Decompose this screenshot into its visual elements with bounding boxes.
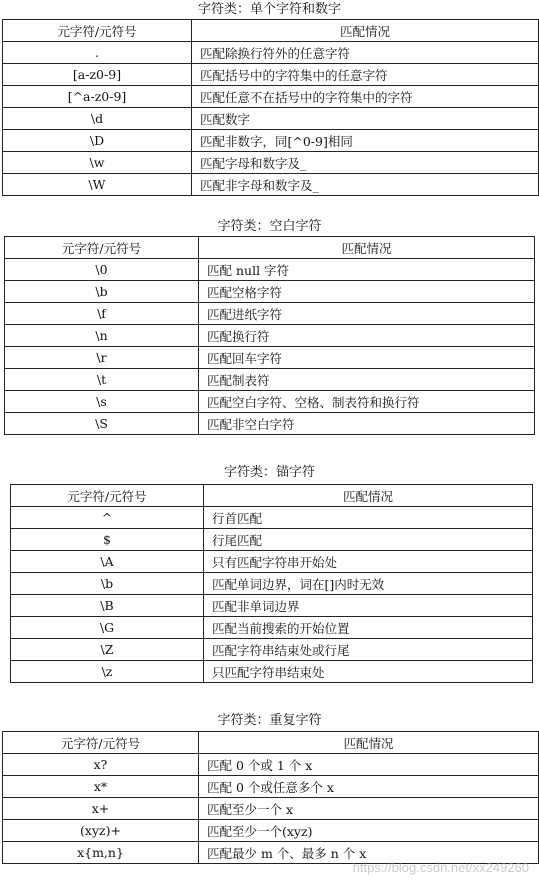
metachar-cell: \D	[3, 130, 192, 152]
table-row	[3, 42, 539, 64]
table-caption-single-chars: 字符类：单个字符和数字	[197, 2, 341, 17]
match-description-cell: 只匹配字符串结束处	[204, 661, 533, 683]
match-description-cell: 匹配非空白字符	[199, 413, 535, 435]
table-caption-repeat: 字符类：重复字符	[217, 713, 322, 728]
metachar-cell: x?	[3, 754, 199, 776]
table-header-row	[3, 732, 539, 754]
metachar-cell: \S	[5, 413, 199, 435]
match-description-cell: 匹配空格字符	[199, 281, 535, 303]
table-row	[11, 507, 533, 529]
table-row	[11, 573, 533, 595]
metachar-cell: x{m,n}	[3, 842, 199, 864]
metachar-cell: [a-z0-9]	[3, 64, 192, 86]
match-description-cell: 匹配字母和数字及_	[192, 152, 539, 174]
header-metachar: 元字符/元符号	[11, 485, 204, 507]
table-row	[5, 259, 535, 281]
header-match: 匹配情况	[204, 485, 533, 507]
metachar-cell: \0	[5, 259, 199, 281]
metachar-cell: [^a-z0-9]	[3, 86, 192, 108]
table-row	[11, 639, 533, 661]
table-row	[5, 369, 535, 391]
match-description-cell: 匹配非字母和数字及_	[192, 174, 539, 196]
table-row	[3, 820, 539, 842]
table-row	[3, 130, 539, 152]
table-row	[11, 661, 533, 683]
match-description-cell: 匹配除换行符外的任意字符	[192, 42, 539, 64]
match-description-cell: 只有匹配字符串开始处	[204, 551, 533, 573]
metachar-cell: \w	[3, 152, 192, 174]
match-description-cell: 匹配 0 个或 1 个 x	[199, 754, 539, 776]
metachar-cell: \z	[11, 661, 204, 683]
match-description-cell: 匹配非单词边界	[204, 595, 533, 617]
match-description-cell: 匹配至少一个 x	[199, 798, 539, 820]
table-caption-anchors: 字符类：锚字符	[223, 465, 315, 480]
table-row	[3, 64, 539, 86]
metachar-cell: \b	[5, 281, 199, 303]
table-row	[3, 174, 539, 196]
metachar-cell: \B	[11, 595, 204, 617]
metachar-cell: (xyz)+	[3, 820, 199, 842]
header-match: 匹配情况	[199, 237, 535, 259]
match-description-cell: 匹配任意不在括号中的字符集中的字符	[192, 86, 539, 108]
metachar-cell: \d	[3, 108, 192, 130]
match-description-cell: 匹配数字	[192, 108, 539, 130]
table-row	[5, 281, 535, 303]
metachar-cell: \G	[11, 617, 204, 639]
table-row	[11, 551, 533, 573]
table-row	[5, 391, 535, 413]
metachar-cell: x*	[3, 776, 199, 798]
header-metachar: 元字符/元符号	[5, 237, 199, 259]
metachar-cell: .	[3, 42, 192, 64]
match-description-cell: 匹配制表符	[199, 369, 535, 391]
metachar-cell: $	[11, 529, 204, 551]
table-row	[5, 303, 535, 325]
match-description-cell: 匹配括号中的字符集中的任意字符	[192, 64, 539, 86]
table-row	[11, 529, 533, 551]
metachar-cell: ^	[11, 507, 204, 529]
metachar-cell: \b	[11, 573, 204, 595]
match-description-cell: 匹配进纸字符	[199, 303, 535, 325]
match-description-cell: 匹配单词边界，词在[]内时无效	[204, 573, 533, 595]
match-description-cell: 匹配回车字符	[199, 347, 535, 369]
match-description-cell: 行尾匹配	[204, 529, 533, 551]
metachar-cell: \Z	[11, 639, 204, 661]
table-header-row	[5, 237, 535, 259]
metachar-cell: \n	[5, 325, 199, 347]
watermark: https://blog.csdn.net/xx249260	[352, 860, 529, 875]
header-match: 匹配情况	[199, 732, 539, 754]
table-whitespace	[4, 236, 535, 435]
table-row	[3, 152, 539, 174]
table-anchors	[10, 484, 533, 683]
table-row	[5, 413, 535, 435]
match-description-cell: 匹配换行符	[199, 325, 535, 347]
table-row	[3, 798, 539, 820]
table-row	[11, 617, 533, 639]
table-row	[3, 86, 539, 108]
header-match: 匹配情况	[192, 20, 539, 42]
metachar-cell: \W	[3, 174, 192, 196]
metachar-cell: \s	[5, 391, 199, 413]
table-row	[5, 347, 535, 369]
match-description-cell: 行首匹配	[204, 507, 533, 529]
table-row	[3, 776, 539, 798]
table-header-row	[11, 485, 533, 507]
match-description-cell: 匹配 0 个或任意多个 x	[199, 776, 539, 798]
table-repeat	[2, 731, 539, 864]
match-description-cell: 匹配字符串结束处或行尾	[204, 639, 533, 661]
header-metachar: 元字符/元符号	[3, 20, 192, 42]
table-single-chars	[2, 19, 539, 196]
table-row	[3, 754, 539, 776]
header-metachar: 元字符/元符号	[3, 732, 199, 754]
metachar-cell: \t	[5, 369, 199, 391]
table-row	[5, 325, 535, 347]
table-caption-whitespace: 字符类：空白字符	[217, 219, 322, 234]
table-row	[3, 108, 539, 130]
metachar-cell: \A	[11, 551, 204, 573]
match-description-cell: 匹配最少 m 个、最多 n 个 x	[199, 842, 539, 864]
match-description-cell: 匹配当前搜索的开始位置	[204, 617, 533, 639]
match-description-cell: 匹配非数字，同[^0-9]相同	[192, 130, 539, 152]
metachar-cell: \r	[5, 347, 199, 369]
metachar-cell: \f	[5, 303, 199, 325]
table-header-row	[3, 20, 539, 42]
match-description-cell: 匹配 null 字符	[199, 259, 535, 281]
table-row	[11, 595, 533, 617]
match-description-cell: 匹配至少一个(xyz)	[199, 820, 539, 842]
match-description-cell: 匹配空白字符、空格、制表符和换行符	[199, 391, 535, 413]
metachar-cell: x+	[3, 798, 199, 820]
